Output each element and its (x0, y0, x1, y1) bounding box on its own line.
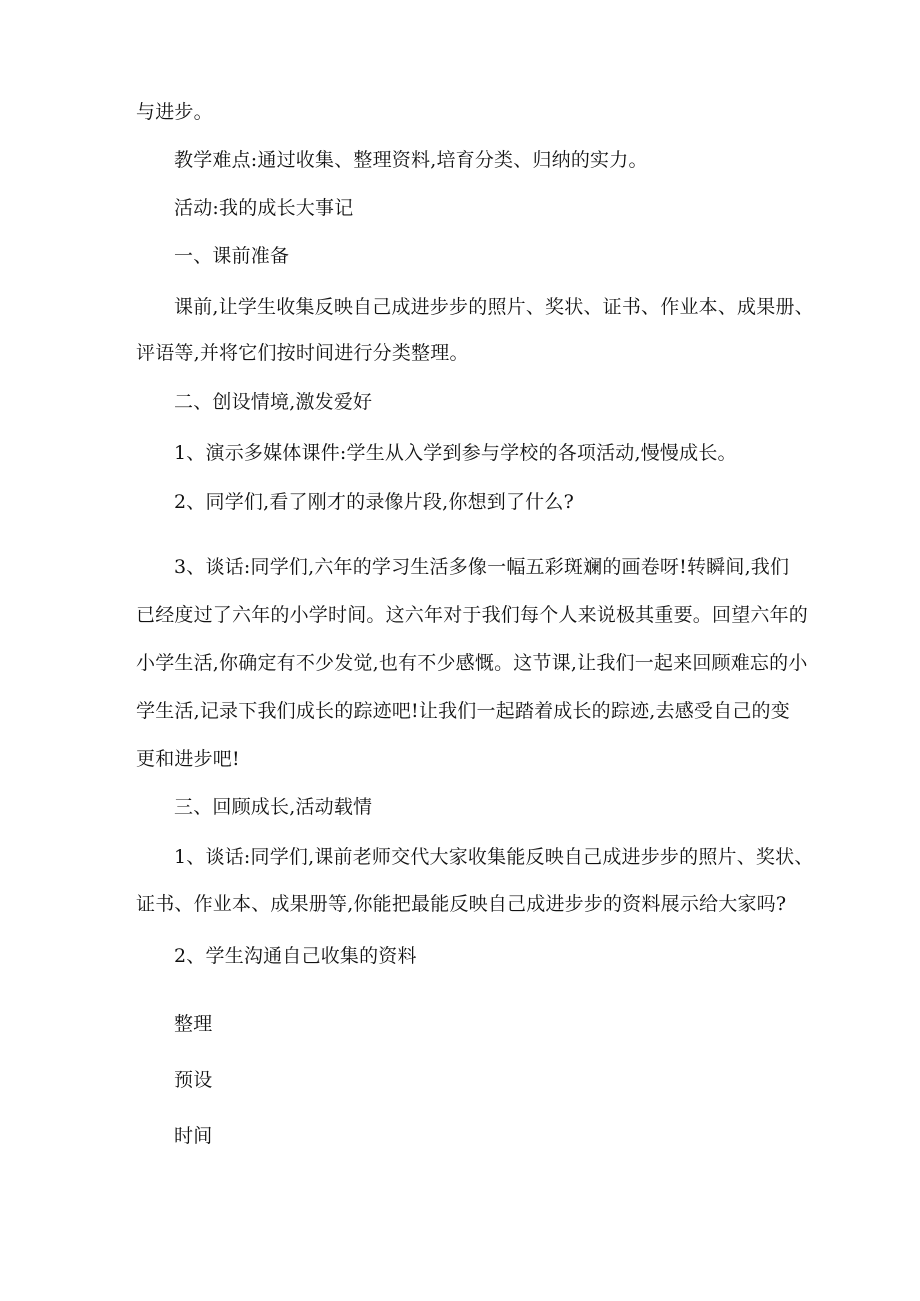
text-line-teaching-difficulty: 教学难点:通过收集、整理资料,培育分类、归纳的实力。 (174, 149, 648, 171)
text-line-organize: 整理 (174, 1013, 213, 1035)
text-line-review-1-b: 证书、作业本、成果册等,你能把最能反映自己成进步步的资料展示给大家吗? (136, 893, 787, 915)
text-line-item-3-c: 小学生活,你确定有不少发觉,也有不少感慨。这节课,让我们一起来回顾难忘的小 (136, 652, 808, 674)
text-line-review-1-a: 1、谈话:同学们,课前老师交代大家收集能反映自己成进步步的照片、奖状、 (174, 846, 814, 868)
section-heading-situation: 二、创设情境,激发爱好 (174, 391, 373, 413)
text-line-review-2: 2、学生沟通自己收集的资料 (174, 945, 417, 967)
text-line-preset: 预设 (174, 1069, 213, 1091)
text-line-preparation-1: 课前,让学生收集反映自己成进步步的照片、奖状、证书、作业本、成果册、 (174, 296, 814, 318)
section-heading-review: 三、回顾成长,活动载情 (174, 796, 373, 818)
text-line-item-3-d: 学生活,记录下我们成长的踪迹吧!让我们一起踏着成长的踪迹,去感受自己的变 (136, 700, 790, 722)
text-line-item-3-a: 3、谈话:同学们,六年的学习生活多像一幅五彩斑斓的画卷呀!转瞬间,我们 (174, 556, 790, 578)
text-line-preparation-2: 评语等,并将它们按时间进行分类整理。 (136, 342, 469, 364)
text-line-time: 时间 (174, 1125, 213, 1147)
text-line-item-2: 2、同学们,看了刚才的录像片段,你想到了什么? (174, 491, 574, 513)
text-line-item-3-e: 更和进步吧! (136, 748, 240, 770)
text-line-activity-title: 活动:我的成长大事记 (174, 197, 354, 219)
text-line-continuation: 与进步。 (136, 101, 213, 123)
section-heading-preparation: 一、课前准备 (174, 245, 290, 267)
text-line-item-1: 1、演示多媒体课件:学生从入学到参与学校的各项活动,慢慢成长。 (174, 442, 737, 464)
text-line-item-3-b: 已经度过了六年的小学时间。这六年对于我们每个人来说极其重要。回望六年的 (136, 604, 809, 626)
